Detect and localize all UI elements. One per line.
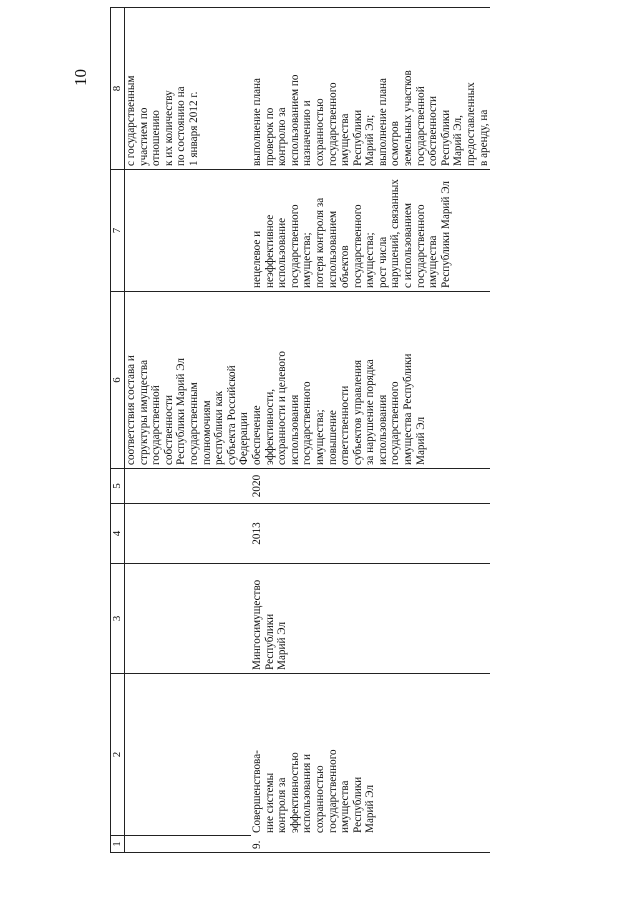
- program-table: [110, 7, 490, 853]
- measure-name: Совершенствова- ние системы контроля за эффективностью использования и сохранностью государственного имущества Республики Марий Эл: [250, 749, 377, 833]
- header-col-4: 4: [111, 504, 125, 564]
- page-number: 10: [71, 69, 90, 86]
- executor: Мингосимущество Республики Марий Эл: [250, 579, 289, 670]
- header-col-2: 2: [111, 674, 125, 836]
- table-header-row: [111, 8, 125, 853]
- header-col-3: 3: [111, 564, 125, 674]
- header-col-1: 1: [111, 836, 125, 853]
- end-year: 2020: [250, 474, 263, 498]
- target-indicators: выполнение плана проверок по контролю за использованием по назначению и сохранностью государственного имущества Республики Марий Эл; выполнение плана осмотров земельных участков государственной собственности Республики Марий Эл, предоставленных в аренду, на: [250, 70, 490, 166]
- continuation-result-text: соответствия состава и структуры имущества государственной собственности Республики Марий Эл государственным полномочиям республики как субъекта Российской Федерации: [125, 355, 251, 465]
- header-col-8: 8: [111, 8, 125, 170]
- header-col-6: 6: [111, 292, 125, 469]
- row-number: 9.: [250, 840, 263, 849]
- continuation-row: [125, 8, 251, 853]
- consequences: нецелевое и неэффективное использование государственного имущества; потеря контроля за использованием объектов государственного имущества; рост числа нарушений, связанных с использованием государственного имущества Республики Марий Эл: [250, 179, 452, 288]
- expected-result: обеспечение эффективности, сохранности и целевого использования государственного имущества; повышение ответственности субъектов управления за нарушение порядка использования государственного имущества Республики Марий Эл: [250, 351, 427, 465]
- continuation-indicator-text: с государственным участием по отношению к их количеству по состоянию на 1 января 2012 г.: [125, 75, 200, 166]
- header-col-7: 7: [111, 170, 125, 292]
- table-row: [251, 8, 490, 853]
- header-col-5: 5: [111, 469, 125, 504]
- start-year: 2013: [250, 522, 263, 545]
